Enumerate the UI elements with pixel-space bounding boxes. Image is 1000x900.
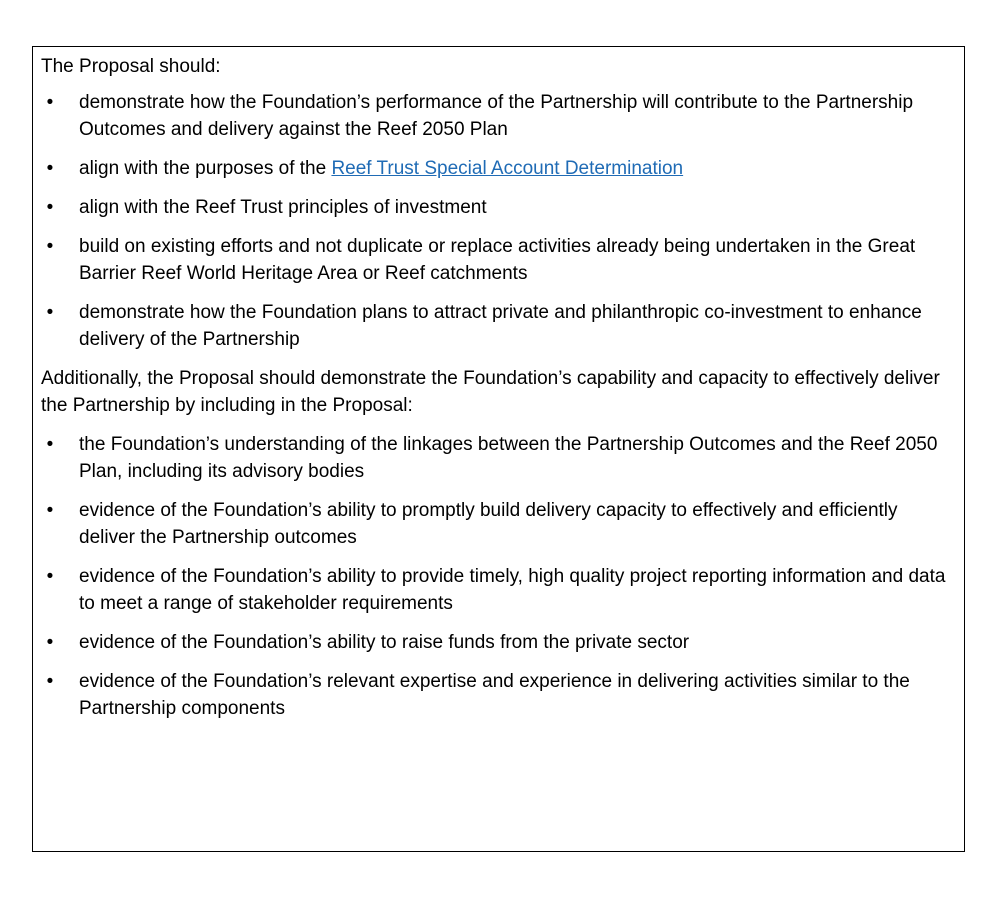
additional-paragraph: Additionally, the Proposal should demonstrate the Foundation’s capability and capacity to effectively deliver the Partnership by including in the Proposal:: [41, 368, 940, 416]
list-item-text: demonstrate how the Foundation plans to attract private and philanthropic co-investment to enhance delivery of the Partnership: [79, 302, 922, 350]
list-item-text: [79, 155, 956, 182]
bullet-icon: •: [46, 434, 54, 455]
list-item-text: evidence of the Foundation’s ability to promptly build delivery capacity to effectively and efficiently deliver the Partnership outcomes: [79, 500, 898, 548]
list-item: [41, 668, 956, 722]
bullet-icon: •: [46, 632, 54, 653]
list-item-text: evidence of the Foundation’s ability to provide timely, high quality project reporting information and data to meet a range of stakeholder requirements: [79, 566, 946, 614]
bullet-icon: •: [46, 236, 54, 257]
list-item: [41, 194, 956, 221]
bullet-icon: •: [46, 158, 54, 179]
list-item-text: evidence of the Foundation’s ability to raise funds from the private sector: [79, 632, 690, 653]
list-item-text: the Foundation’s understanding of the linkages between the Partnership Outcomes and the Reef 2050 Plan, including its advisory bodies: [79, 434, 938, 482]
reef-trust-determination-link[interactable]: Reef Trust Special Account Determination: [331, 158, 684, 179]
list-item-text: build on existing efforts and not duplicate or replace activities already being undertaken in the Great Barrier Reef World Heritage Area or Reef catchments: [79, 236, 916, 284]
bullet-icon: •: [46, 671, 54, 692]
list-item-text: align with the Reef Trust principles of investment: [79, 197, 487, 218]
list-item: [41, 431, 956, 485]
bullet-icon: •: [46, 197, 54, 218]
proposal-criteria-list: [41, 89, 956, 353]
list-item: [41, 497, 956, 551]
capability-evidence-list: [41, 431, 956, 722]
list-item-text: demonstrate how the Foundation’s performance of the Partnership will contribute to the Partnership Outcomes and delivery against the Reef 2050 Plan: [79, 92, 914, 140]
intro-paragraph: The Proposal should:: [41, 56, 221, 77]
list-item: [41, 563, 956, 617]
bullet-icon: •: [46, 566, 54, 587]
list-item: [41, 233, 956, 287]
bullet-icon: •: [46, 500, 54, 521]
proposal-requirements-box: [32, 46, 965, 852]
bullet-icon: •: [46, 92, 54, 113]
list-item: [41, 155, 956, 182]
list-item-prefix: align with the purposes of the: [79, 158, 332, 179]
list-item: [41, 299, 956, 353]
list-item: [41, 89, 956, 143]
list-item: [41, 629, 956, 656]
list-item-text: evidence of the Foundation’s relevant expertise and experience in delivering activities similar to the Partnership components: [79, 671, 910, 719]
bullet-icon: •: [46, 302, 54, 323]
